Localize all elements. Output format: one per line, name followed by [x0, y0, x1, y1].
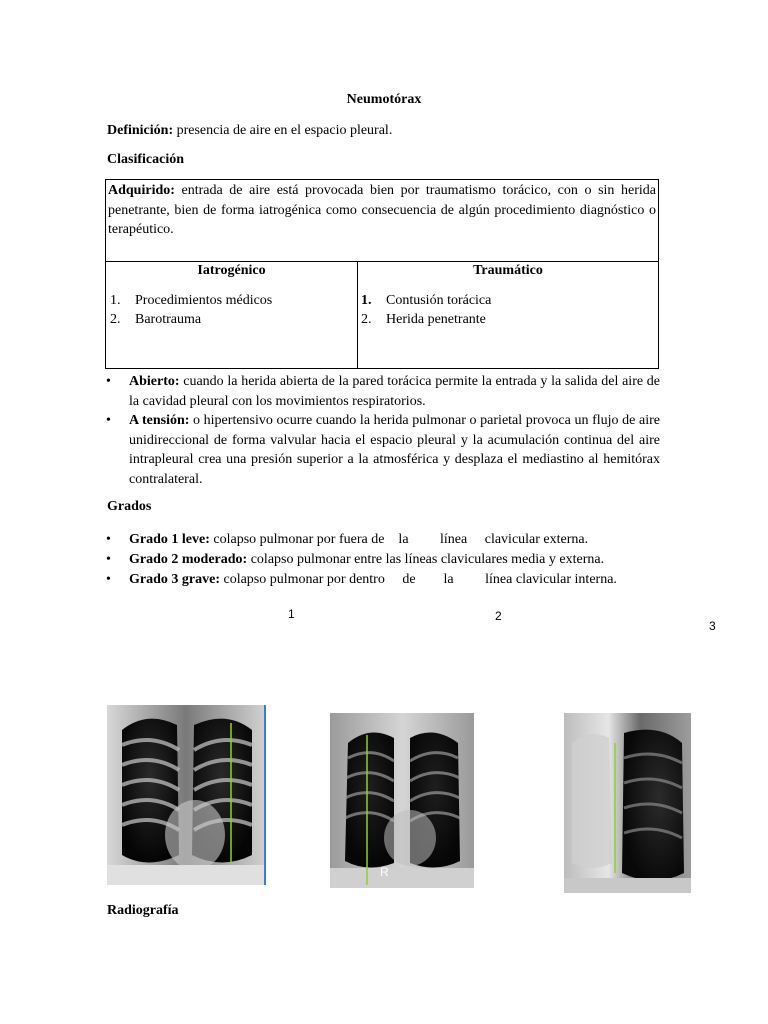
- list-item: [105, 550, 685, 570]
- figure-number-2: 2: [495, 609, 502, 623]
- grade-text: colapso pulmonar por fuera de la línea clavicular externa.: [209, 532, 589, 547]
- classification-heading: Clasificación: [107, 152, 184, 167]
- iatrogenic-list: [110, 291, 272, 329]
- bullet-icon: •: [106, 552, 111, 567]
- list-item: [105, 570, 685, 590]
- document-title: Neumotórax: [346, 92, 422, 107]
- classification-table: [105, 179, 659, 369]
- acquired-text: entrada de aire está provocada bien por traumatismo torácico, con o sin herida penetrante, bien de forma iatrogénica como consecuencia de algún procedimiento diagnóstico o terapéutico.: [108, 183, 656, 237]
- grades-bullet-list: [105, 530, 685, 590]
- type-bullet-list: [105, 372, 660, 489]
- list-item: [110, 310, 272, 329]
- list-item-number: 1.: [361, 293, 372, 308]
- chest-xray-image-2: [330, 713, 474, 888]
- definition-text: presencia de aire en el espacio pleural.: [173, 123, 393, 138]
- list-item-text: Contusión torácica: [386, 293, 492, 308]
- list-item: [105, 411, 660, 489]
- bullet-icon: •: [106, 572, 111, 587]
- figure-number-3: 3: [709, 619, 716, 633]
- bullet-label: Abierto:: [129, 374, 180, 389]
- traumatic-list: [361, 291, 491, 329]
- figure-number-1: 1: [288, 607, 295, 621]
- list-item-text: Barotrauma: [135, 312, 202, 327]
- list-item-number: 2.: [110, 312, 121, 327]
- list-item: [361, 291, 491, 310]
- bullet-text: cuando la herida abierta de la pared torácica permite la entrada y la salida del aire de la cavidad pleural con los movimientos respiratorios.: [129, 374, 660, 409]
- chest-xray-image-3: [564, 713, 691, 893]
- list-item: [361, 310, 491, 329]
- acquired-description: [108, 181, 656, 240]
- list-item-number: 2.: [361, 312, 372, 327]
- definition-paragraph: [107, 123, 392, 139]
- bullet-icon: •: [106, 532, 111, 547]
- table-divider-horizontal: [106, 261, 658, 262]
- list-item-text: Herida penetrante: [386, 312, 486, 327]
- bullet-label: A tensión:: [129, 413, 190, 428]
- xray-marker-label: R: [380, 865, 389, 879]
- list-item: [105, 372, 660, 411]
- definition-label: Definición:: [107, 123, 174, 138]
- grade-label: Grado 3 grave:: [129, 572, 220, 587]
- bullet-icon: •: [106, 374, 111, 389]
- grades-heading: Grados: [107, 499, 152, 514]
- chest-xray-image-1: [107, 705, 266, 885]
- grade-label: Grado 2 moderado:: [129, 552, 248, 567]
- iatrogenic-header: Iatrogénico: [197, 263, 266, 278]
- list-item: [110, 291, 272, 310]
- list-item-text: Procedimientos médicos: [135, 293, 273, 308]
- acquired-label: Adquirido:: [108, 183, 175, 198]
- list-item-number: 1.: [110, 293, 121, 308]
- grade-text: colapso pulmonar por dentro de la línea clavicular interna.: [219, 572, 617, 587]
- grade-label: Grado 1 leve:: [129, 532, 210, 547]
- radiography-caption: Radiografía: [107, 903, 179, 918]
- list-item: [105, 530, 685, 550]
- bullet-text: o hipertensivo ocurre cuando la herida pulmonar o parietal provoca un flujo de aire unidireccional de forma valvular hacia el espacio pleural y la acumulación continua del aire intrapleural crea una presión superior a la atmosférica y desplaza el mediastino al hemitórax contralateral.: [129, 413, 660, 487]
- bullet-icon: •: [106, 413, 111, 428]
- traumatic-header: Traumático: [473, 263, 543, 278]
- grade-text: colapso pulmonar entre las líneas claviculares media y externa.: [247, 552, 605, 567]
